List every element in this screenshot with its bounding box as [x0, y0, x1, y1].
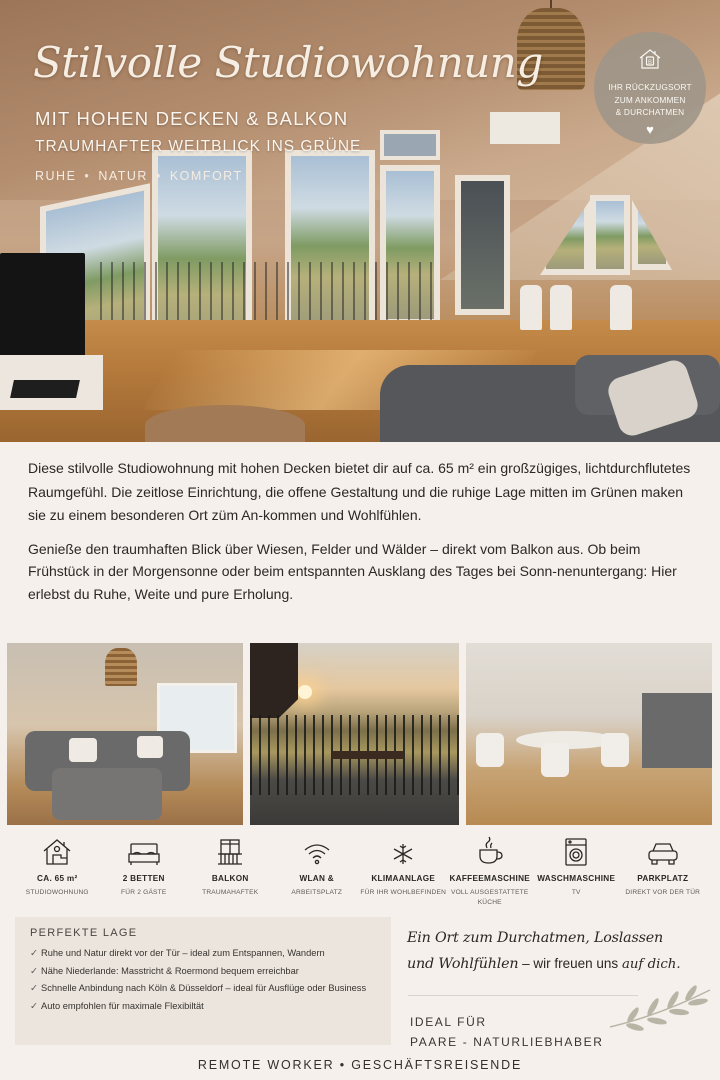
cushion: [69, 738, 97, 762]
coffee-cup-icon: [475, 836, 505, 866]
ideal-heading: IDEAL FÜR: [410, 1015, 487, 1029]
balcony-sunset-photo: [250, 643, 459, 825]
location-item: ✓ Schnelle Anbindung nach Köln & Düsseldorf – ideal für Ausflüge oder Business: [30, 983, 367, 993]
amenities-row: [14, 836, 714, 908]
retreat-badge: [594, 32, 706, 144]
amenity-aircon: KLIMAANLAGE FÜR IHR WOHLBEFINDEN: [360, 836, 447, 908]
wifi-icon: [303, 836, 331, 866]
description-paragraph-1: Diese stilvolle Studiowohnung mit hohen Decken bietet dir auf ca. 65 m² ein großzügiges, lichtdurchflutetes Raumgefühl. Die zeitlose Einrichtung, die offene Gestaltung und die ruhige Lage mitten im Grünen maken sie zu einem besonderen Ort züm An-kommen und Wohlfühlen.: [28, 460, 691, 523]
amenity-wifi: WLAN & ARBEITSPLATZ: [274, 836, 361, 908]
ideal-line: PAARE - NATURLIEBHABER: [410, 1035, 604, 1049]
amenity-coffee: KAFFEEMASCHINE VOLL AUSGESTATTETE KÜCHE: [447, 836, 534, 908]
amenity-washer: WASCHMASCHINE TV: [533, 836, 620, 908]
tag: KOMFORT: [169, 169, 243, 183]
house-b-icon: [638, 48, 662, 75]
chair: [541, 743, 569, 777]
welcome-quote: Ein Ort zum Durchatmen, Loslassen und Wohlfühlen – wir freuen uns auf dich.: [407, 930, 681, 972]
house-icon: [41, 836, 73, 866]
separator: •: [155, 169, 162, 183]
amenity-beds: 2 BETTEN FÜR 2 GÄSTE: [101, 836, 188, 908]
cushion: [137, 736, 163, 758]
washing-machine-icon: [564, 836, 588, 866]
location-box: [15, 917, 391, 1045]
location-title: PERFEKTE LAGE: [30, 927, 138, 939]
separator: •: [84, 169, 91, 183]
receiver: [10, 380, 80, 398]
transom-window: [380, 130, 440, 160]
air-conditioner: [490, 112, 560, 144]
check-icon: ✓: [30, 948, 38, 958]
amenity-balcony: BALKON TRAUMAHAFTEK: [187, 836, 274, 908]
amenity-size: CA. 65 m² STUDIOWOHNUNG: [14, 836, 101, 908]
ideal-footer: REMOTE WORKER • GESCHÄFTSREISENDE: [197, 1058, 523, 1072]
gable-window: [590, 195, 630, 275]
tag: RUHE: [35, 169, 77, 183]
check-icon: ✓: [30, 1000, 38, 1011]
snowflake-icon: [391, 836, 415, 866]
amenity-parking: PARKPLATZ DIREKT VOR DER TÜR: [620, 836, 707, 908]
location-item: ✓ Nähe Niederlande: Masstricht & Roermond bequem erreichbar: [30, 965, 299, 976]
hero-subtitle-1: MIT HOHEN DECKEN & BALKON: [35, 108, 349, 129]
awning: [250, 643, 298, 718]
svg-text:B: B: [648, 60, 653, 66]
dining-kitchen-photo: [466, 643, 712, 825]
car-icon: [646, 836, 680, 866]
living-room-photo: [7, 643, 243, 825]
hero-subtitle-2: TRAUMHAFTER WEITBLICK INS GRÜNE: [35, 138, 362, 155]
check-icon: ✓: [30, 983, 38, 993]
kitchen: [642, 693, 712, 768]
chair: [601, 733, 629, 767]
fur-rug: [145, 405, 305, 442]
description: [28, 457, 698, 615]
ottoman: [52, 768, 162, 820]
dining-chairs: [520, 280, 650, 330]
bistro-table: [332, 751, 404, 759]
window: [455, 175, 510, 315]
location-list: [30, 947, 391, 1012]
location-item: ✓ Ruhe und Natur direkt vor der Tür – ideal zum Entspannen, Wandern: [30, 948, 325, 958]
television: [0, 253, 85, 363]
hero-title: Stilvolle Studiowohnung: [33, 38, 543, 87]
rattan-lamp: [105, 648, 137, 686]
tag: NATUR: [98, 169, 148, 183]
chair: [476, 733, 504, 767]
ideal-for: [410, 1012, 603, 1052]
description-paragraph-2: Genieße den traumhaften Blick über Wiesen, Felder und Wälder – direkt vom Balkon aus. Ob beim Frühstück in der Morgensonne oder beim entspannten Ausklang des Tages bei Sonn-nenuntergang: Hier erlebst du Ruhe, Weite und pure Erholung.: [28, 540, 677, 602]
balcony-icon: [216, 836, 244, 866]
leaf-branch-icon: [605, 985, 715, 1040]
heart-icon: ♥: [646, 121, 654, 137]
check-icon: ✓: [30, 965, 38, 976]
badge-text: IHR RÜCKZUGSORT ZUM ANKOMMEN & DURCHATMEN: [608, 82, 692, 117]
divider: [408, 995, 638, 996]
location-item: ✓ Auto empfohlen für maximale Flexibiltät: [30, 1000, 204, 1011]
hero-tags: [35, 169, 243, 183]
bed-icon: [127, 836, 161, 866]
sun: [298, 685, 312, 699]
